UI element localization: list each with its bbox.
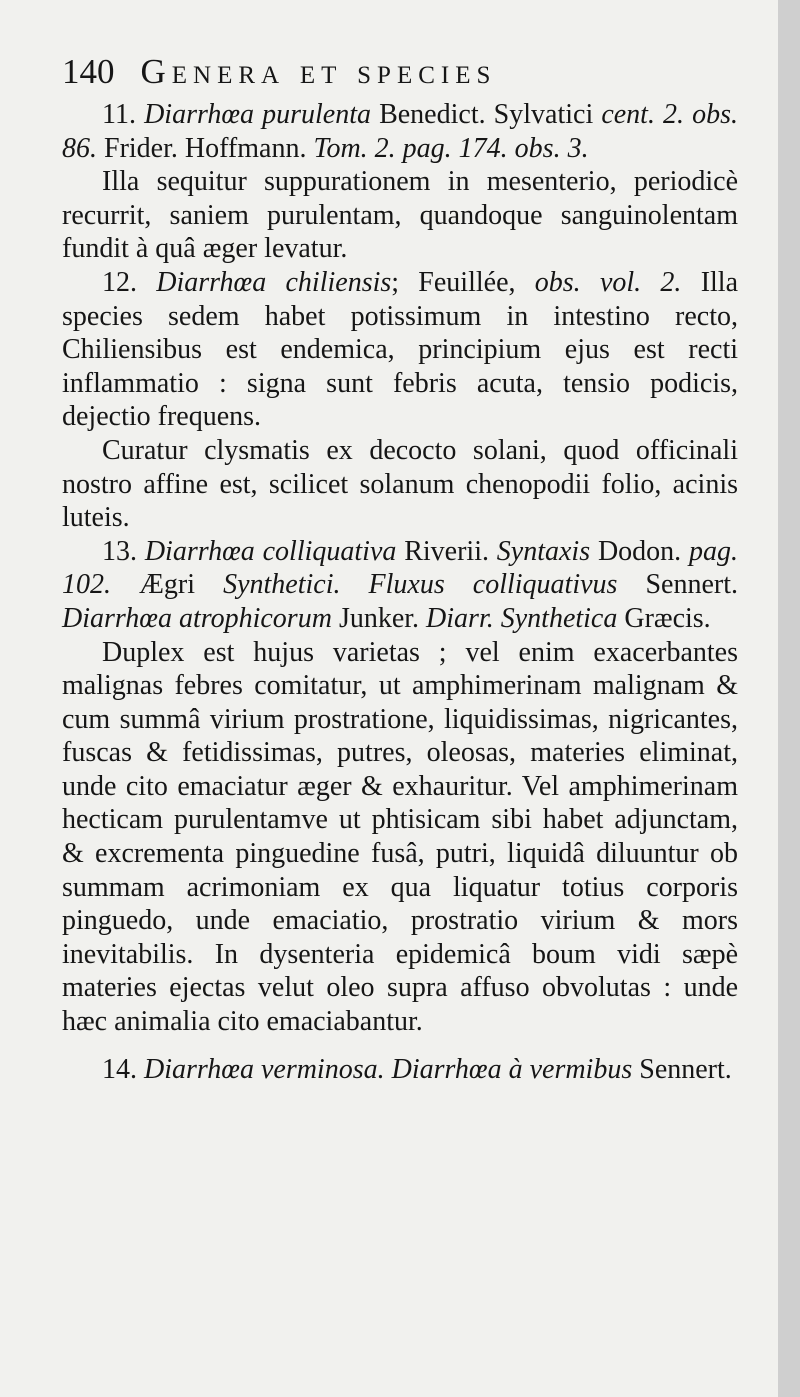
- reference: Diarr. Synthetica: [426, 602, 618, 634]
- reference: Diarrhœa atrophicorum: [62, 602, 332, 634]
- entry-number: 12.: [102, 266, 137, 298]
- entry-text: Benedict. Sylvatici: [371, 99, 602, 130]
- entry-14: [62, 1053, 738, 1087]
- species-name: Diarrhœa colliquativa: [144, 535, 397, 567]
- reference: Syntaxis: [496, 535, 591, 567]
- running-title: Genera et species: [140, 52, 497, 91]
- reference: Tom. 2. pag. 174. obs. 3.: [313, 132, 589, 164]
- page-number: 140: [62, 52, 115, 91]
- reference: Diarrhœa à vermibus: [391, 1053, 633, 1085]
- entry-number: 14.: [102, 1053, 137, 1085]
- entry-12: [62, 266, 738, 434]
- species-name: Diarrhœa verminosa.: [144, 1053, 385, 1085]
- entry-text: Sennert.: [617, 569, 739, 601]
- page-edge: [778, 0, 800, 1397]
- entry-text: Ægri: [111, 569, 224, 601]
- paragraph: Illa sequitur suppurationem in mesenterio, periodicè recurrit, saniem purulentam, quandoque sanguinolentam fundit à quâ æger levatur.: [62, 166, 738, 265]
- entry-11: [62, 98, 738, 165]
- entry-number: 13.: [102, 535, 137, 567]
- entry-text: ; Feuillée,: [391, 266, 535, 298]
- entry-text: Sennert.: [632, 1053, 732, 1085]
- entry-text: Illa species sedem habet potissimum in intestino recto, Chiliensibus est endemica, principium ejus est recti inflammatio : signa sunt febris acuta, tensio podicis, dejectio frequens.: [62, 266, 738, 433]
- entry-text: Dodon.: [590, 535, 689, 567]
- species-name: Diarrhœa chiliensis: [156, 266, 392, 298]
- entry-13: [62, 535, 738, 636]
- entry-number: 11.: [102, 99, 136, 130]
- entry-text: [385, 1054, 392, 1085]
- reference: obs. vol. 2.: [534, 266, 682, 298]
- entry-text: Frider. Hoffmann.: [97, 132, 314, 164]
- species-name: Diarrhœa purulenta: [144, 99, 371, 130]
- reference: Synthetici. Fluxus colliquativus: [223, 569, 618, 601]
- reference: cent. 2. obs. 86.: [62, 99, 739, 164]
- paragraph: Duplex est hujus varietas ; vel enim exacerbantes malignas febres comitatur, ut amphimerinam malignam & cum summâ virium prostratione, liquidissimas, nigricantes, fuscas & fetidissimas, putres, oleosas, materies eliminat, unde cito emaciatur æger & exhauritur. Vel amphimerinam hecticam purulentamve ut phtisicam sibi habet adjunctam, & excrementa pinguedine fusâ, putri, liquidâ diluuntur ob summam acrimoniam ex qua liquatur totius corporis pinguedo, unde emaciatio, prostratio virium & mors inevitabilis. In dysenteria epidemicâ boum vidi sæpè materies ejectas velut oleo supra affuso obvolutas : unde hæc animalia cito emaciabantur.: [62, 636, 738, 1038]
- running-head: [62, 52, 738, 92]
- reference: pag. 102.: [62, 535, 738, 601]
- entry-text: Riverii.: [396, 535, 497, 567]
- paragraph: Curatur clysmatis ex decocto solani, quod officinali nostro affine est, scilicet solanum chenopodii folio, acinis luteis.: [62, 434, 738, 534]
- entry-text: Junker.: [331, 602, 427, 634]
- entry-text: Græcis.: [617, 602, 711, 634]
